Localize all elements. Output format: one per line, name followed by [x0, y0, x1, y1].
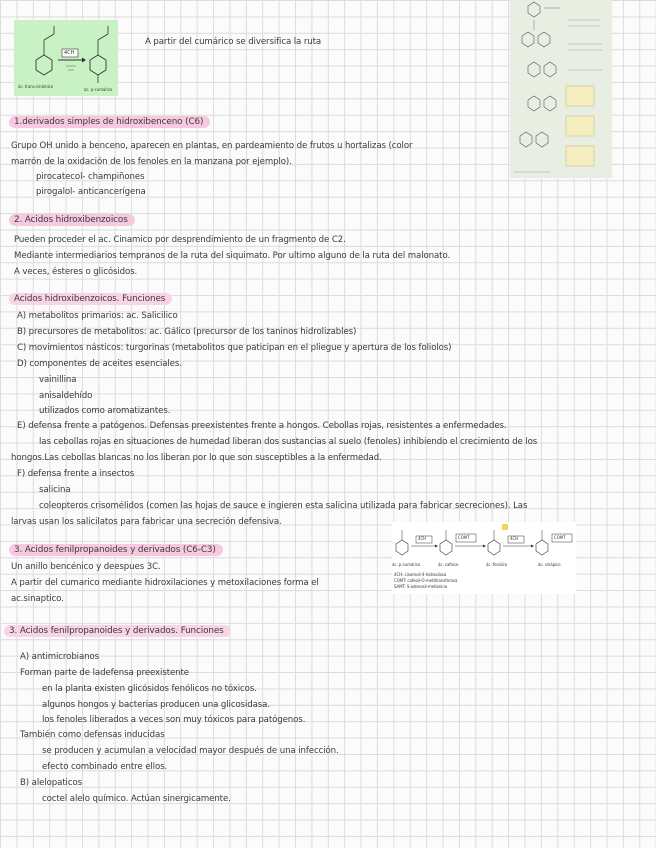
legend-line: COMT: cafeoil-O-metiltransferasa — [394, 578, 458, 583]
section1-line: pirocatecol- champiñones — [36, 172, 145, 182]
section2b-line: E) defensa frente a patógenos. Defensas preexistentes frente a hongos. Cebollas rojas, resistentes a enfermedades. — [17, 421, 507, 431]
section2b-line: anisaldehído — [39, 391, 93, 401]
section3b-line: B) alelopaticos — [20, 778, 83, 788]
section2-line: A veces, ésteres o glicósidos. — [14, 267, 138, 277]
compound-label: ác. sinápico — [538, 562, 561, 567]
fig1-right-label: ác. p-cumárico — [84, 87, 113, 92]
section2b-line: larvas usan los salicilatos para fabricar una secreción defensiva. — [11, 517, 282, 527]
section3b-line: Forman parte de ladefensa preexistente — [20, 668, 189, 678]
section2b-heading: Acidos hidroxibenzoicos. Funciones — [9, 293, 172, 305]
section2b-line: B) precursores de metabolitos: ac. Gálico (precursor de los taninos hidrolizables) — [17, 327, 357, 337]
section2b-line: utilizados como aromatizantes. — [39, 406, 171, 416]
section2b-line: vainillina — [39, 375, 77, 385]
pathway-diagram — [510, 0, 612, 178]
intro-title: A partir del cumárico se diversifica la ruta — [145, 37, 322, 47]
enzyme-label: COMT — [458, 535, 470, 540]
section2-line: Mediante intermediarios tempranos de la ruta del siquimato. Por ultimo alguno de la ruta del malonato. — [14, 251, 451, 261]
cinnamic-to-coumaric-figure — [14, 20, 118, 96]
section2-heading: 2. Acidos hidroxibenzoicos — [9, 214, 135, 226]
section3-heading: 3. Acidos fenilpropanoides y derivados (C6-C3) — [9, 544, 223, 556]
section3b-line: se producen y acumulan a velocidad mayor después de una infección. — [42, 746, 339, 756]
section3b-line: en la planta existen glicósidos fenólicos no tóxicos. — [42, 684, 257, 694]
section3-line: Un anillo bencénico y deespues 3C. — [11, 562, 161, 572]
section3-line: A partir del cumarico mediante hidroxilaciones y metoxilaciones forma el — [11, 578, 319, 588]
section3b-line: efecto combinado entre ellos. — [42, 762, 168, 772]
section1-line: pirogalol- anticancerígena — [36, 187, 146, 197]
enzyme-label: 4CH — [418, 536, 427, 541]
section3b-line: coctel alelo químico. Actúan sinergicamente. — [42, 794, 231, 804]
section2b-line: A) metabolitos primarios: ac. Salicilico — [17, 311, 178, 321]
section2b-line: hongos.Las cebollas blancas no los liberan por lo que son susceptibles a la enfermedad. — [11, 453, 382, 463]
section2-line: Pueden proceder el ac. Cinamico por desprendimiento de un fragmento de C2. — [14, 235, 346, 245]
section3b-line: A) antimicrobianos — [20, 652, 100, 662]
compound-label: ác. cafeico — [438, 562, 459, 567]
section1-line: marrón de la oxidación de los fenoles en la manzana por ejemplo). — [11, 157, 292, 167]
section3b-line: los fenoles liberados a veces son muy tóxicos para patógenos. — [42, 715, 306, 725]
section3-line: ac.sinaptico. — [11, 594, 64, 604]
legend-line: 4CH: cinamoil-4-hidroxilasa — [394, 572, 447, 577]
enzyme-label: COMT — [554, 535, 566, 540]
phenylpropanoid-pathway-figure — [510, 0, 612, 178]
section2b-line: C) movimientos násticos: turgorinas (metabolitos que paticipan en el pliegue y apertura de los foliolos) — [17, 343, 452, 353]
section2b-line: las cebollas rojas en situaciones de humedad liberan dos sustancias al suelo (fenoles) inhibiendo el crecimiento de los — [39, 437, 538, 447]
section2b-line: coleopteros crisomélidos (comen las hojas de sauce e ingieren esta salicina utilizada para fabricar secreciones). Las — [39, 501, 528, 511]
fig1-left-label: ác. trans-cinámico — [18, 84, 54, 89]
fig1-enzyme-label: 4CH — [64, 50, 75, 56]
cinnamic-acids-figure — [392, 522, 576, 594]
section1-line: Grupo OH unido a benceno, aparecen en plantas, en pardeamiento de frutos u hortalizas (color — [11, 141, 413, 151]
section2b-line: D) componentes de aceites esenciales. — [17, 359, 182, 369]
section3b-line: algunos hongos y bacterias producen una glicosidasa. — [42, 700, 270, 710]
compound-label: ác. p-cumárico — [392, 562, 421, 567]
legend-line: SAMT: S-adenosil-metionina — [394, 584, 448, 589]
compound-label: ác. ferúlico — [486, 562, 507, 567]
enzyme-label: 4CH — [510, 536, 519, 541]
section1-heading: 1.derivados simples de hidroxibenceno (C6) — [9, 116, 210, 128]
section3b-heading: 3. Acidos fenilpropanoides y derivados. Funciones — [4, 625, 231, 637]
section2b-line: F) defensa frente a insectos — [17, 469, 135, 479]
section3b-line: También como defensas inducidas — [20, 730, 165, 740]
section2b-line: salicina — [39, 485, 71, 495]
